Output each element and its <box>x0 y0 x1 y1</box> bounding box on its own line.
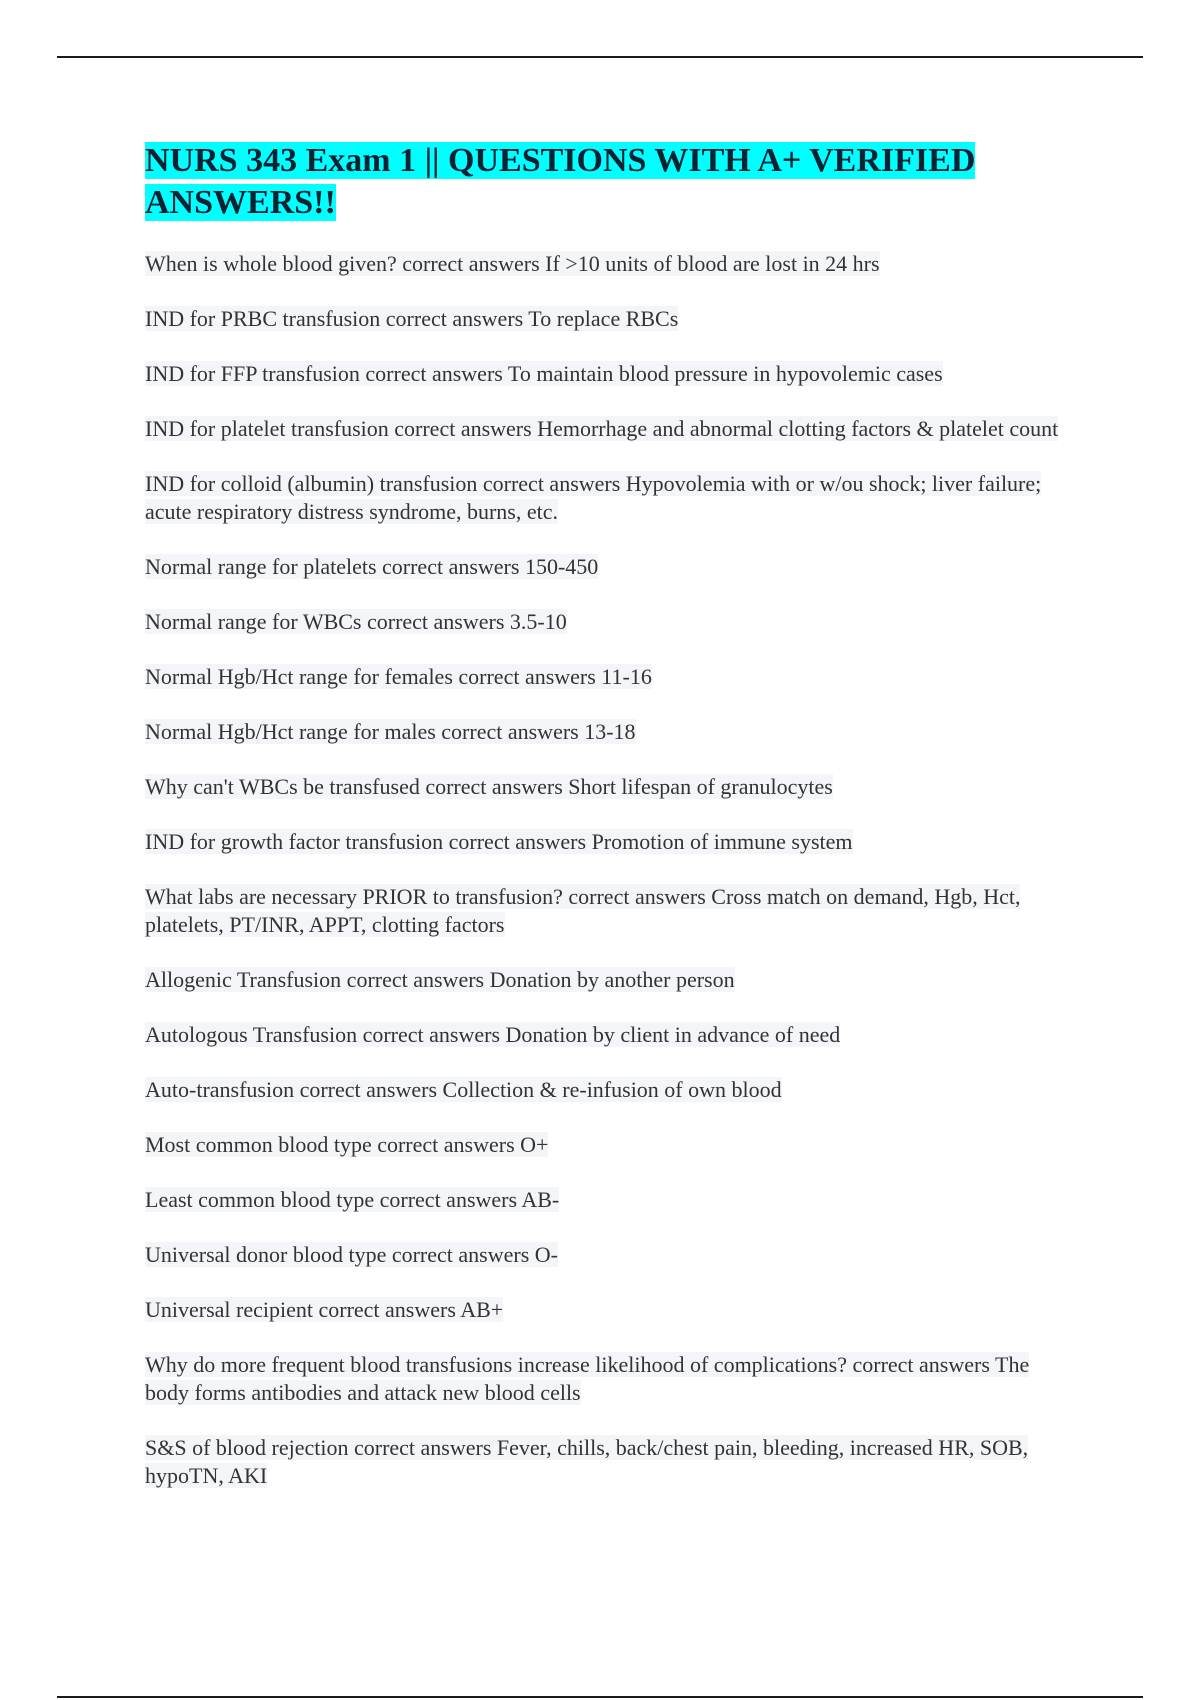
qa-item-text: Normal Hgb/Hct range for females correct answers 11-16 <box>145 664 652 689</box>
qa-item-text: When is whole blood given? correct answers If >10 units of blood are lost in 24 hrs <box>145 251 880 276</box>
qa-item-text: Least common blood type correct answers AB- <box>145 1187 560 1212</box>
qa-item-text: What labs are necessary PRIOR to transfusion? correct answers Cross match on demand, Hgb, Hct, platelets, PT/INR, APPT, clotting factors <box>145 884 1021 937</box>
qa-item-text: S&S of blood rejection correct answers Fever, chills, back/chest pain, bleeding, increased HR, SOB, hypoTN, AKI <box>145 1435 1029 1488</box>
qa-item <box>145 1131 1075 1159</box>
bottom-divider <box>57 1696 1143 1698</box>
qa-item <box>145 1021 1075 1049</box>
qa-item-text: Normal range for WBCs correct answers 3.5-10 <box>145 609 567 634</box>
qa-item-text: Why can't WBCs be transfused correct answers Short lifespan of granulocytes <box>145 774 833 799</box>
qa-item <box>145 966 1075 994</box>
qa-item <box>145 470 1075 526</box>
qa-item-text: Allogenic Transfusion correct answers Donation by another person <box>145 967 735 992</box>
qa-item <box>145 415 1075 443</box>
qa-item <box>145 773 1075 801</box>
qa-item <box>145 305 1075 333</box>
qa-item <box>145 883 1075 939</box>
qa-item-text: Normal range for platelets correct answers 150-450 <box>145 554 599 579</box>
qa-item <box>145 250 1075 278</box>
qa-item <box>145 1351 1075 1407</box>
qa-item <box>145 608 1075 636</box>
qa-item-text: IND for growth factor transfusion correct answers Promotion of immune system <box>145 829 853 854</box>
qa-item <box>145 1076 1075 1104</box>
document-title <box>145 140 1075 224</box>
document-body <box>145 140 1075 1517</box>
qa-item-text: IND for platelet transfusion correct answers Hemorrhage and abnormal clotting factors & platelet count <box>145 416 1059 441</box>
qa-list <box>145 250 1075 1490</box>
qa-item-text: Most common blood type correct answers O+ <box>145 1132 549 1157</box>
qa-item-text: Universal recipient correct answers AB+ <box>145 1297 504 1322</box>
qa-item-text: Auto-transfusion correct answers Collection & re-infusion of own blood <box>145 1077 782 1102</box>
qa-item <box>145 718 1075 746</box>
qa-item <box>145 1434 1075 1490</box>
qa-item <box>145 828 1075 856</box>
qa-item-text: Why do more frequent blood transfusions increase likelihood of complications? correct answers The body forms antibodies and attack new blood cells <box>145 1352 1030 1405</box>
top-divider <box>57 56 1143 58</box>
qa-item-text: IND for PRBC transfusion correct answers To replace RBCs <box>145 306 679 331</box>
qa-item <box>145 553 1075 581</box>
qa-item <box>145 1296 1075 1324</box>
qa-item <box>145 1241 1075 1269</box>
qa-item-text: IND for colloid (albumin) transfusion correct answers Hypovolemia with or w/ou shock; liver failure; acute respiratory distress syndrome, burns, etc. <box>145 471 1042 524</box>
qa-item-text: Autologous Transfusion correct answers Donation by client in advance of need <box>145 1022 841 1047</box>
qa-item <box>145 360 1075 388</box>
qa-item-text: IND for FFP transfusion correct answers To maintain blood pressure in hypovolemic cases <box>145 361 943 386</box>
qa-item-text: Universal donor blood type correct answers O- <box>145 1242 558 1267</box>
document-title-text: NURS 343 Exam 1 || QUESTIONS WITH A+ VERIFIED ANSWERS!! <box>145 142 976 221</box>
qa-item <box>145 1186 1075 1214</box>
qa-item <box>145 663 1075 691</box>
qa-item-text: Normal Hgb/Hct range for males correct answers 13-18 <box>145 719 636 744</box>
